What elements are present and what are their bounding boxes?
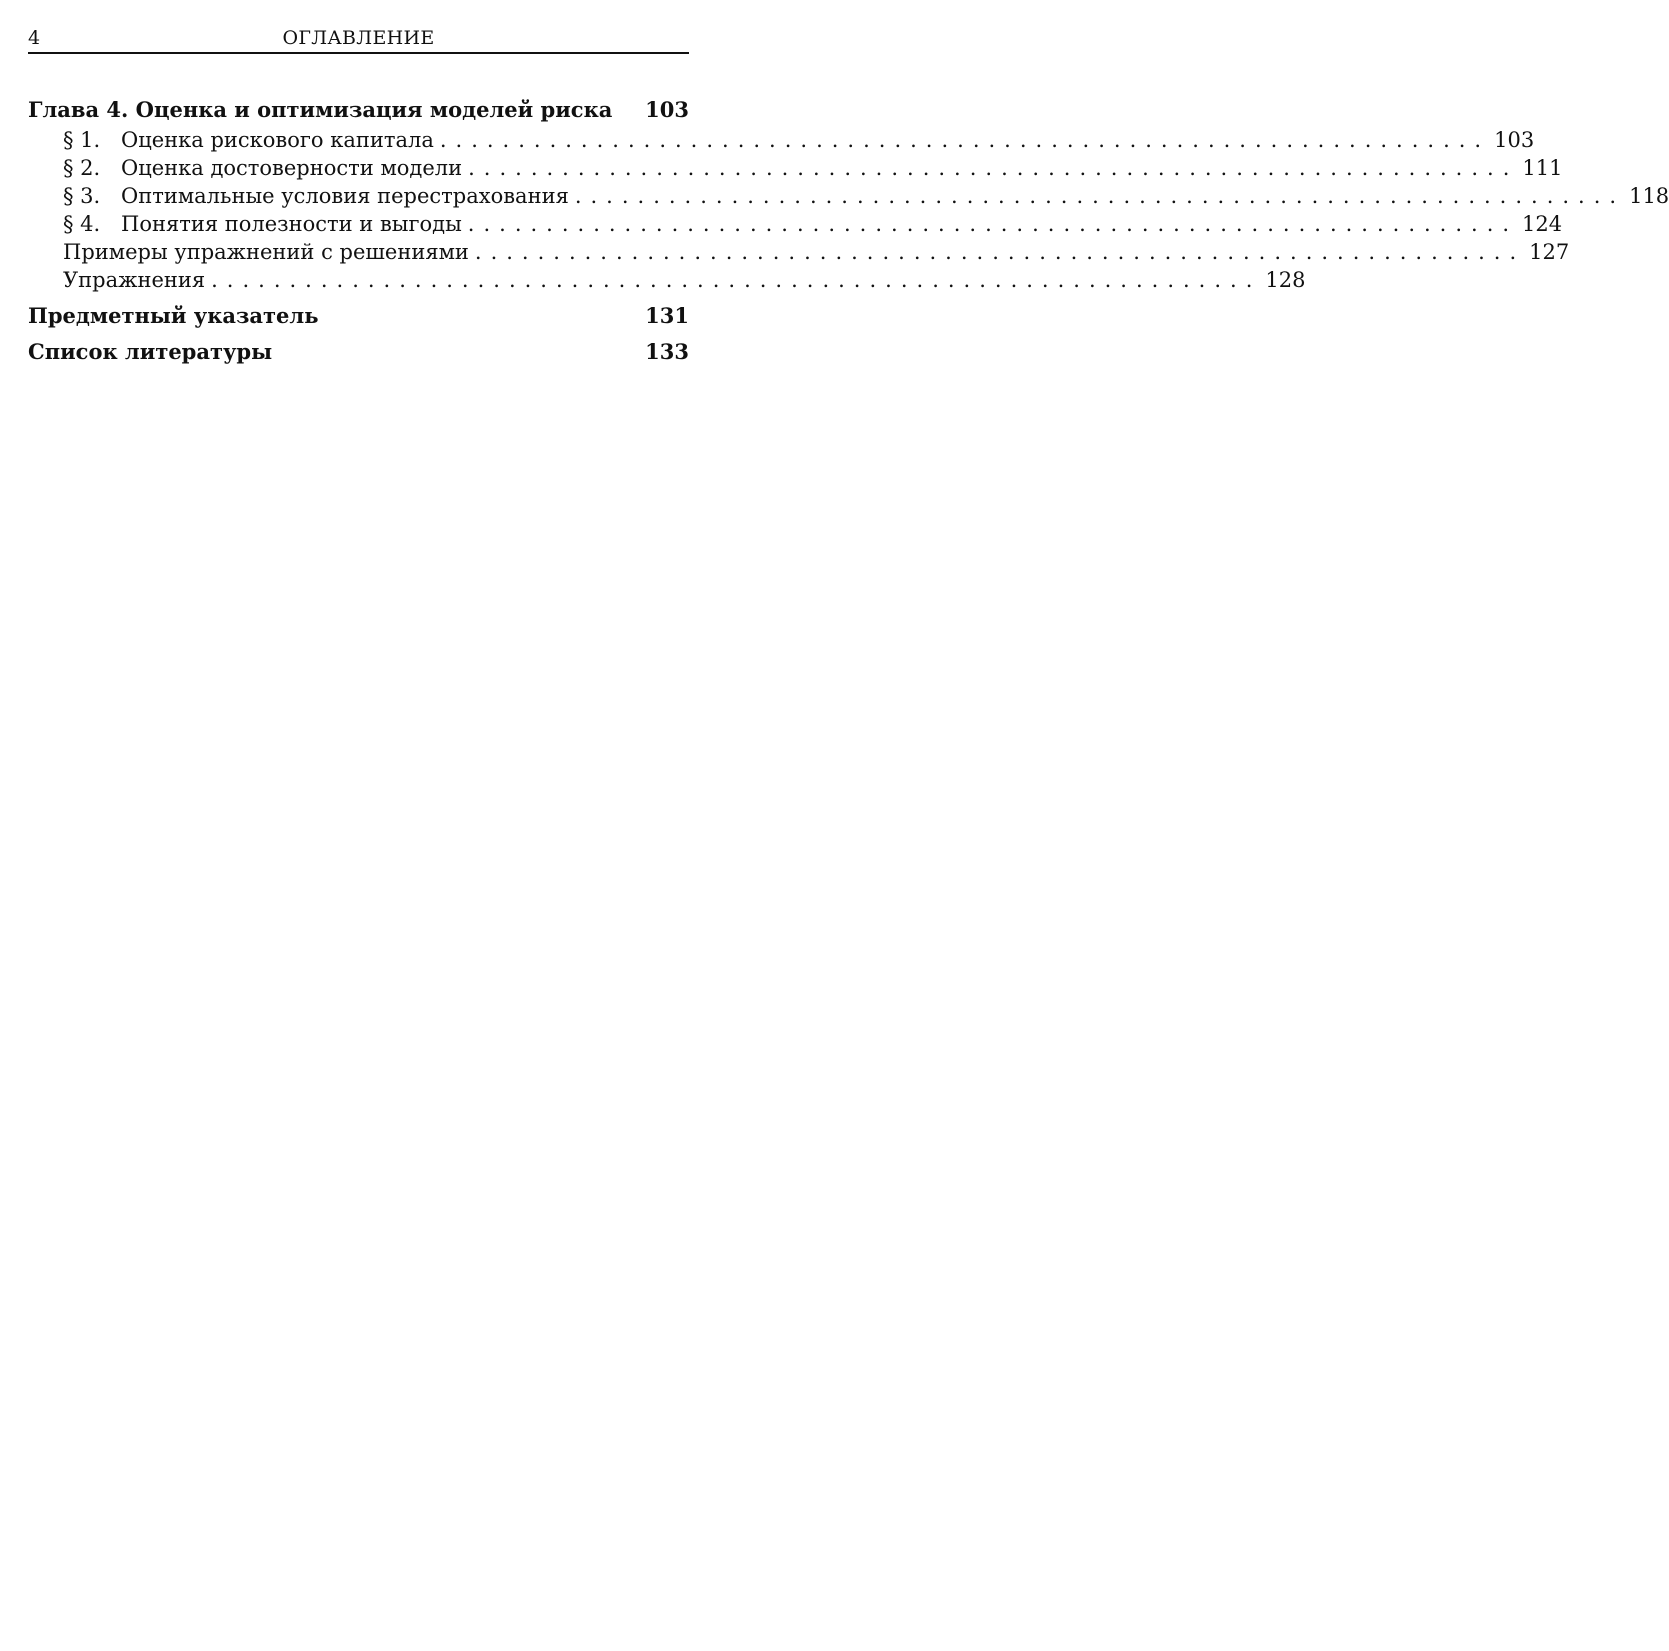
section-page: 111	[1522, 156, 1563, 180]
bibliography-page: 133	[645, 339, 689, 364]
table-of-contents	[28, 94, 1669, 368]
toc-chapter-entry[interactable]	[28, 94, 689, 126]
extra-page: 128	[1265, 268, 1306, 292]
extra-title: Примеры упражнений с решениями	[63, 240, 469, 264]
dot-leader: ...................................................................	[468, 156, 1519, 180]
chapter-title: Глава 4. Оценка и оптимизация моделей риска	[28, 97, 613, 122]
section-title: Понятия полезности и выгоды	[121, 212, 462, 236]
dot-leader: ...................................................................	[474, 240, 1526, 264]
dot-leader: ...................................................................	[211, 268, 1262, 292]
toc-bibliography-entry[interactable]	[28, 336, 689, 368]
section-title: Оптимальные условия перестрахования	[121, 184, 569, 208]
section-page: 103	[1494, 128, 1535, 152]
extra-page: 127	[1529, 240, 1570, 264]
chapter-page: 103	[645, 97, 689, 122]
running-head	[28, 24, 689, 54]
toc-extra-entry[interactable]	[28, 238, 1570, 266]
section-page: 118	[1629, 184, 1669, 208]
running-head-title: ОГЛАВЛЕНИЕ	[282, 27, 435, 49]
toc-section-entry[interactable]	[28, 154, 1563, 182]
dot-leader: ...................................................................	[467, 212, 1519, 236]
toc-section-entry[interactable]	[28, 126, 1535, 154]
section-title: Оценка достоверности модели	[121, 156, 463, 180]
extra-title: Упражнения	[63, 268, 206, 292]
toc-extra-entry[interactable]	[28, 266, 1306, 294]
index-title: Предметный указатель	[28, 303, 319, 328]
toc-index-entry[interactable]	[28, 300, 689, 332]
section-number: § 2.	[63, 156, 101, 180]
section-title: Оценка рискового капитала	[121, 128, 434, 152]
dot-leader: ...................................................................	[574, 184, 1626, 208]
section-number: § 4.	[63, 212, 101, 236]
section-page: 124	[1522, 212, 1563, 236]
index-page: 131	[645, 303, 689, 328]
toc-section-entry[interactable]	[28, 182, 1669, 210]
section-number: § 1.	[63, 128, 101, 152]
toc-page	[28, 24, 1669, 368]
page-number: 4	[28, 27, 41, 49]
dot-leader: ...................................................................	[439, 128, 1491, 152]
bibliography-title: Список литературы	[28, 339, 273, 364]
toc-section-entry[interactable]	[28, 210, 1563, 238]
section-number: § 3.	[63, 184, 101, 208]
